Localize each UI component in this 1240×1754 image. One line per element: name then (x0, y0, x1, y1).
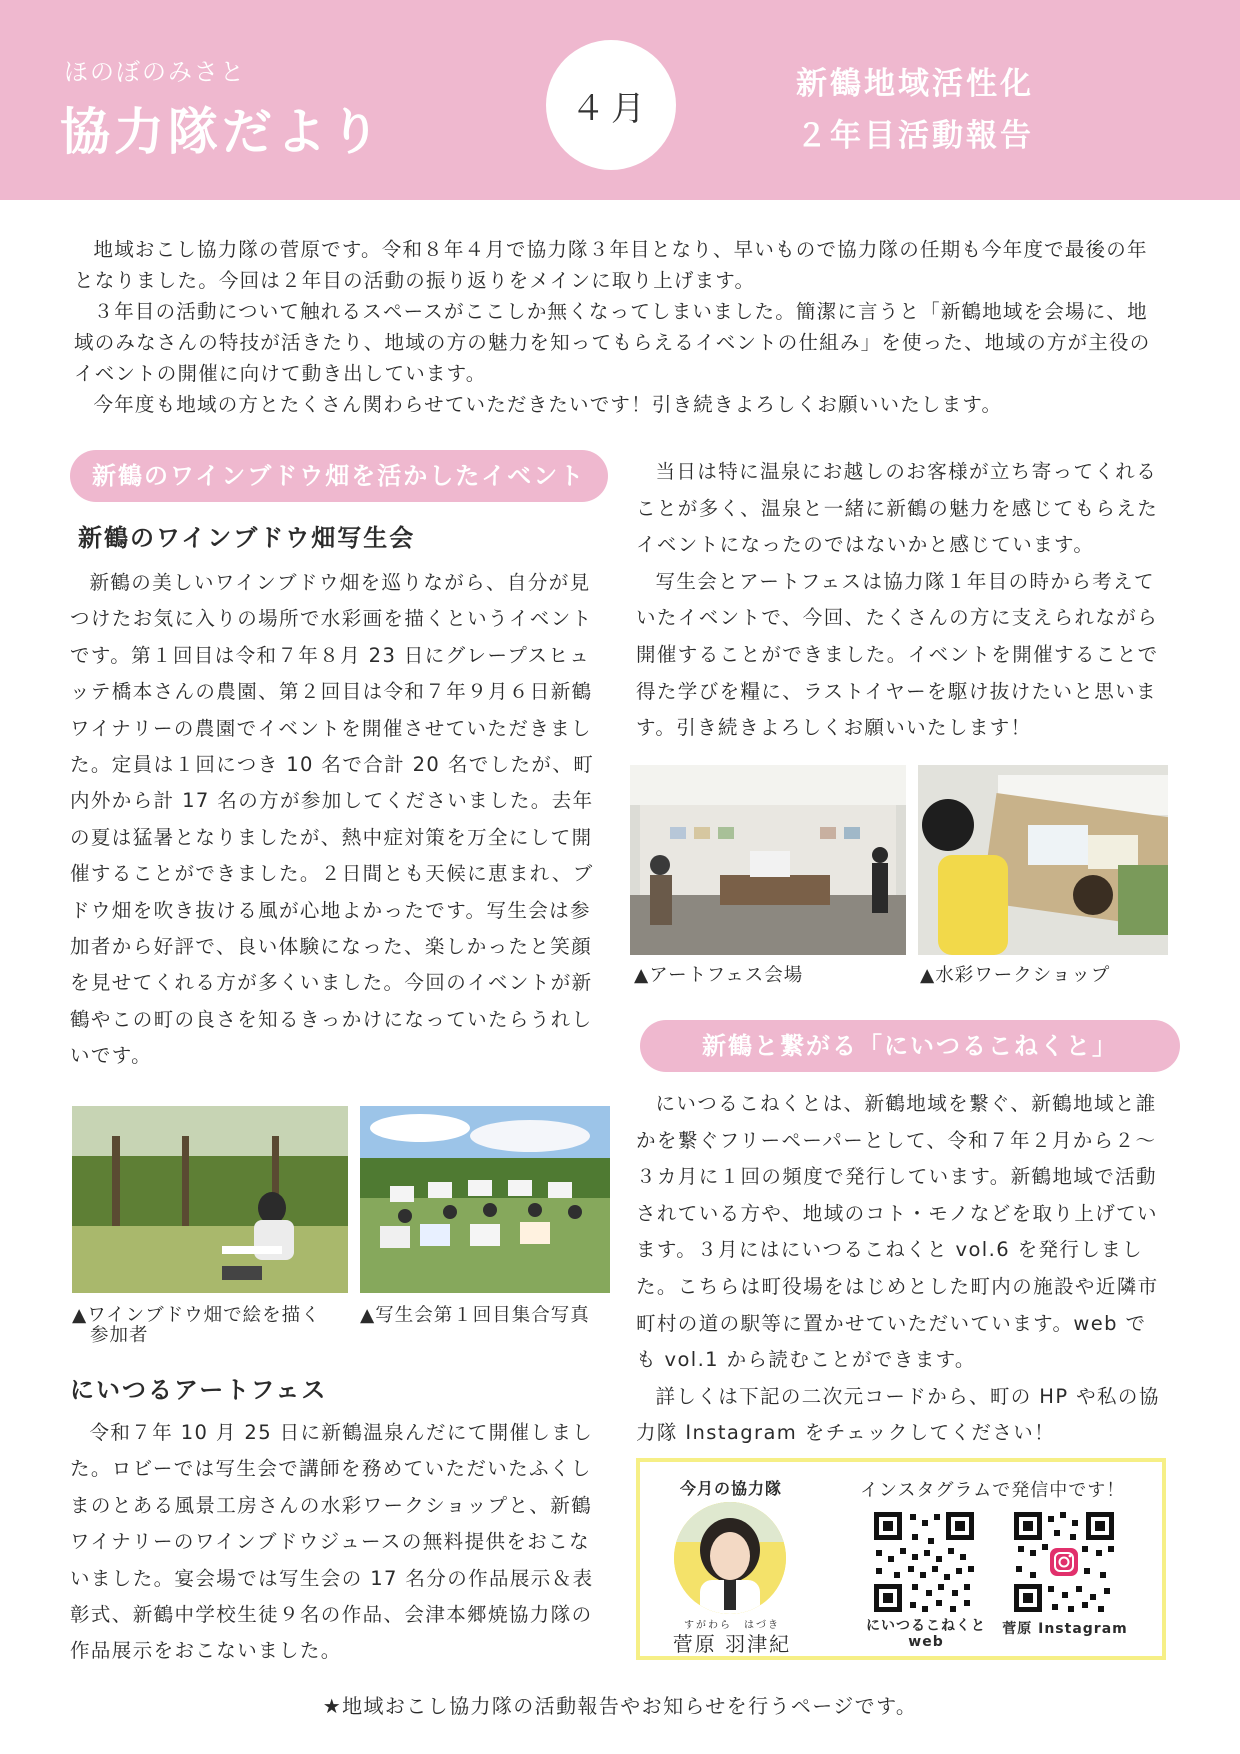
section-heading-vineyard: 新鶴のワインブドウ畑を活かしたイベント (70, 450, 608, 502)
name-ruby: すがわら はづき (684, 1620, 780, 1631)
connect-cta-text: 詳しくは下記の二次元コードから、町の HP や私の協力隊 Instagram をチェックしてください！ (636, 1384, 1160, 1445)
qr-caption-line: web (908, 1634, 944, 1650)
avatar (674, 1502, 786, 1614)
qr-caption-line: にいつるこねくと (866, 1618, 986, 1634)
photo-vineyard-painting (72, 1106, 348, 1293)
sketch-event-heading: 新鶴のワインブドウ畑写生会 (78, 524, 416, 552)
profile-label: 今月の協力隊 (680, 1479, 783, 1498)
qr-caption-instagram: 菅原 Instagram (1002, 1621, 1128, 1637)
artfes-heading: にいつるアートフェス (70, 1376, 328, 1404)
qr-code-instagram[interactable] (1012, 1510, 1116, 1614)
instagram-heading: インスタグラムで発信中です！ (860, 1480, 1126, 1501)
left-column (70, 450, 608, 1075)
caption-line: ▲写生会第１回目集合写真 (360, 1305, 590, 1326)
month-label: ４月 (571, 88, 651, 129)
intro-paragraph: ３年目の活動について触れるスペースがここしか無くなってしまいました。簡潔に言うと「新鶴地域を会場に、地域のみなさんの特技が活きたり、地域の方の魅力を知ってもらえるイベントの仕組み」を使った、地域の方が主役のイベントの開催に向けて動き出しています。 (74, 300, 1151, 385)
footer-note: ★地域おこし協力隊の活動報告やお知らせを行うページです。 (322, 1694, 918, 1718)
pill-label: 新鶴と繋がる「にいつるこねくと」 (702, 1032, 1118, 1060)
profile-box (636, 1458, 1166, 1660)
header-banner (0, 0, 1240, 200)
report-title-line1: 新鶴地域活性化 (796, 66, 1034, 102)
caption-line: 参加者 (90, 1325, 149, 1346)
caption-vineyard-painting (72, 1306, 362, 1346)
staff-name: 菅原 羽津紀 (672, 1632, 792, 1656)
photo-group-first-session (360, 1106, 610, 1293)
intro-paragraph: 今年度も地域の方とたくさん関わらせていただきたいです！引き続きよろしくお願いいたします。 (93, 393, 1003, 416)
report-title (796, 58, 1034, 162)
caption-line: ▲ワインブドウ畑で絵を描く (72, 1305, 321, 1326)
right-column-bottom (636, 1020, 1166, 1452)
intro-paragraph: 地域おこし協力隊の菅原です。令和８年４月で協力隊３年目となり、早いもので協力隊の任期も今年度で最後の年となりました。今回は２年目の活動の振り返りをメインに取り上げます。 (74, 238, 1148, 292)
right-column-top (636, 454, 1166, 747)
artfes-continued-text: 当日は特に温泉にお越しのお客様が立ち寄ってくれることが多く、温泉と一緒に新鶴の魅力を感じてもらえたイベントになったのではないかと感じています。 (636, 460, 1159, 557)
photo-watercolor-workshop (918, 765, 1168, 955)
report-title-line2: ２年目活動報告 (796, 118, 1034, 154)
qr-caption-niitsuru-connect (846, 1618, 1006, 1650)
sketch-event-text: 新鶴の美しいワインブドウ畑を巡りながら、自分が見つけたお気に入りの場所で水彩画を描くというイベントです。第１回目は令和７年８月 23 日にグレープスヒュッテ橋本さんの農園、第２回目は令和７年９月６日新鶴ワイナリーの農園でイベントを開催させていただきました。定員は１回につき 10 名で合計 20 名でしたが、町内外から計 17 名の方が参加してくださいました。去年の夏は猛暑となりましたが、熱中症対策を万全にして開催することができました。２日間とも天候に恵まれ、ブドウ畑を吹き抜ける風が心地よかったです。写生会は参加者から好評で、良い体験になった、楽しかったと笑顔を見せてくれる方が多くいました。今回のイベントが新鶴やこの町の良さを知るきっかけになっていたらうれしいです。 (70, 571, 595, 1068)
newsletter-title: 協力隊だより (60, 103, 384, 161)
closing-text: 写生会とアートフェスは協力隊１年目の時から考えていたイベントで、今回、たくさんの方に支えられながら開催することができました。イベントを開催することで得た学びを糧に、ラストイヤーを駆け抜けたいと思います。引き続きよろしくお願いいたします！ (636, 569, 1159, 740)
qr-code-niitsuru-connect[interactable] (872, 1510, 976, 1614)
caption-watercolor-workshop: ▲水彩ワークショップ (920, 965, 1111, 986)
month-badge (546, 40, 676, 170)
intro-text (74, 234, 1154, 420)
photo-artfes-venue (630, 765, 906, 955)
artfes-text: 令和７年 10 月 25 日に新鶴温泉んだにて開催しました。ロビーでは写生会で講師を務めていただいたふくしまのとある風景工房さんの水彩ワークショップと、新鶴ワイナリーのワインブドウジュースの無料提供をおこないました。宴会場では写生会の 17 名分の作品展示＆表彰式、新鶴中学校生徒９名の作品、会津本郷焼協力隊の作品展示をおこないました。 (70, 1421, 594, 1663)
section-heading-niitsuru-connect (640, 1020, 1180, 1072)
artfes-section (70, 1370, 608, 1670)
caption-artfes-venue: ▲アートフェス会場 (634, 965, 804, 986)
newsletter-subtitle: ほのぼのみさと (64, 58, 246, 86)
connect-text: にいつるこねくとは、新鶴地域を繋ぐ、新鶴地域と誰かを繋ぐフリーペーパーとして、令和７年２月から２～３カ月に１回の頻度で発行しています。新鶴地域で活動されている方や、地域のコト・モノなどを取り上げています。３月にはにいつるこねくと vol.6 を発行しました。こちらは町役場をはじめとした町内の施設や近隣市町村の道の駅等に置かせていただいています。web でも vol.1 から読むことができます。 (636, 1092, 1159, 1372)
caption-group-photo (360, 1306, 620, 1326)
